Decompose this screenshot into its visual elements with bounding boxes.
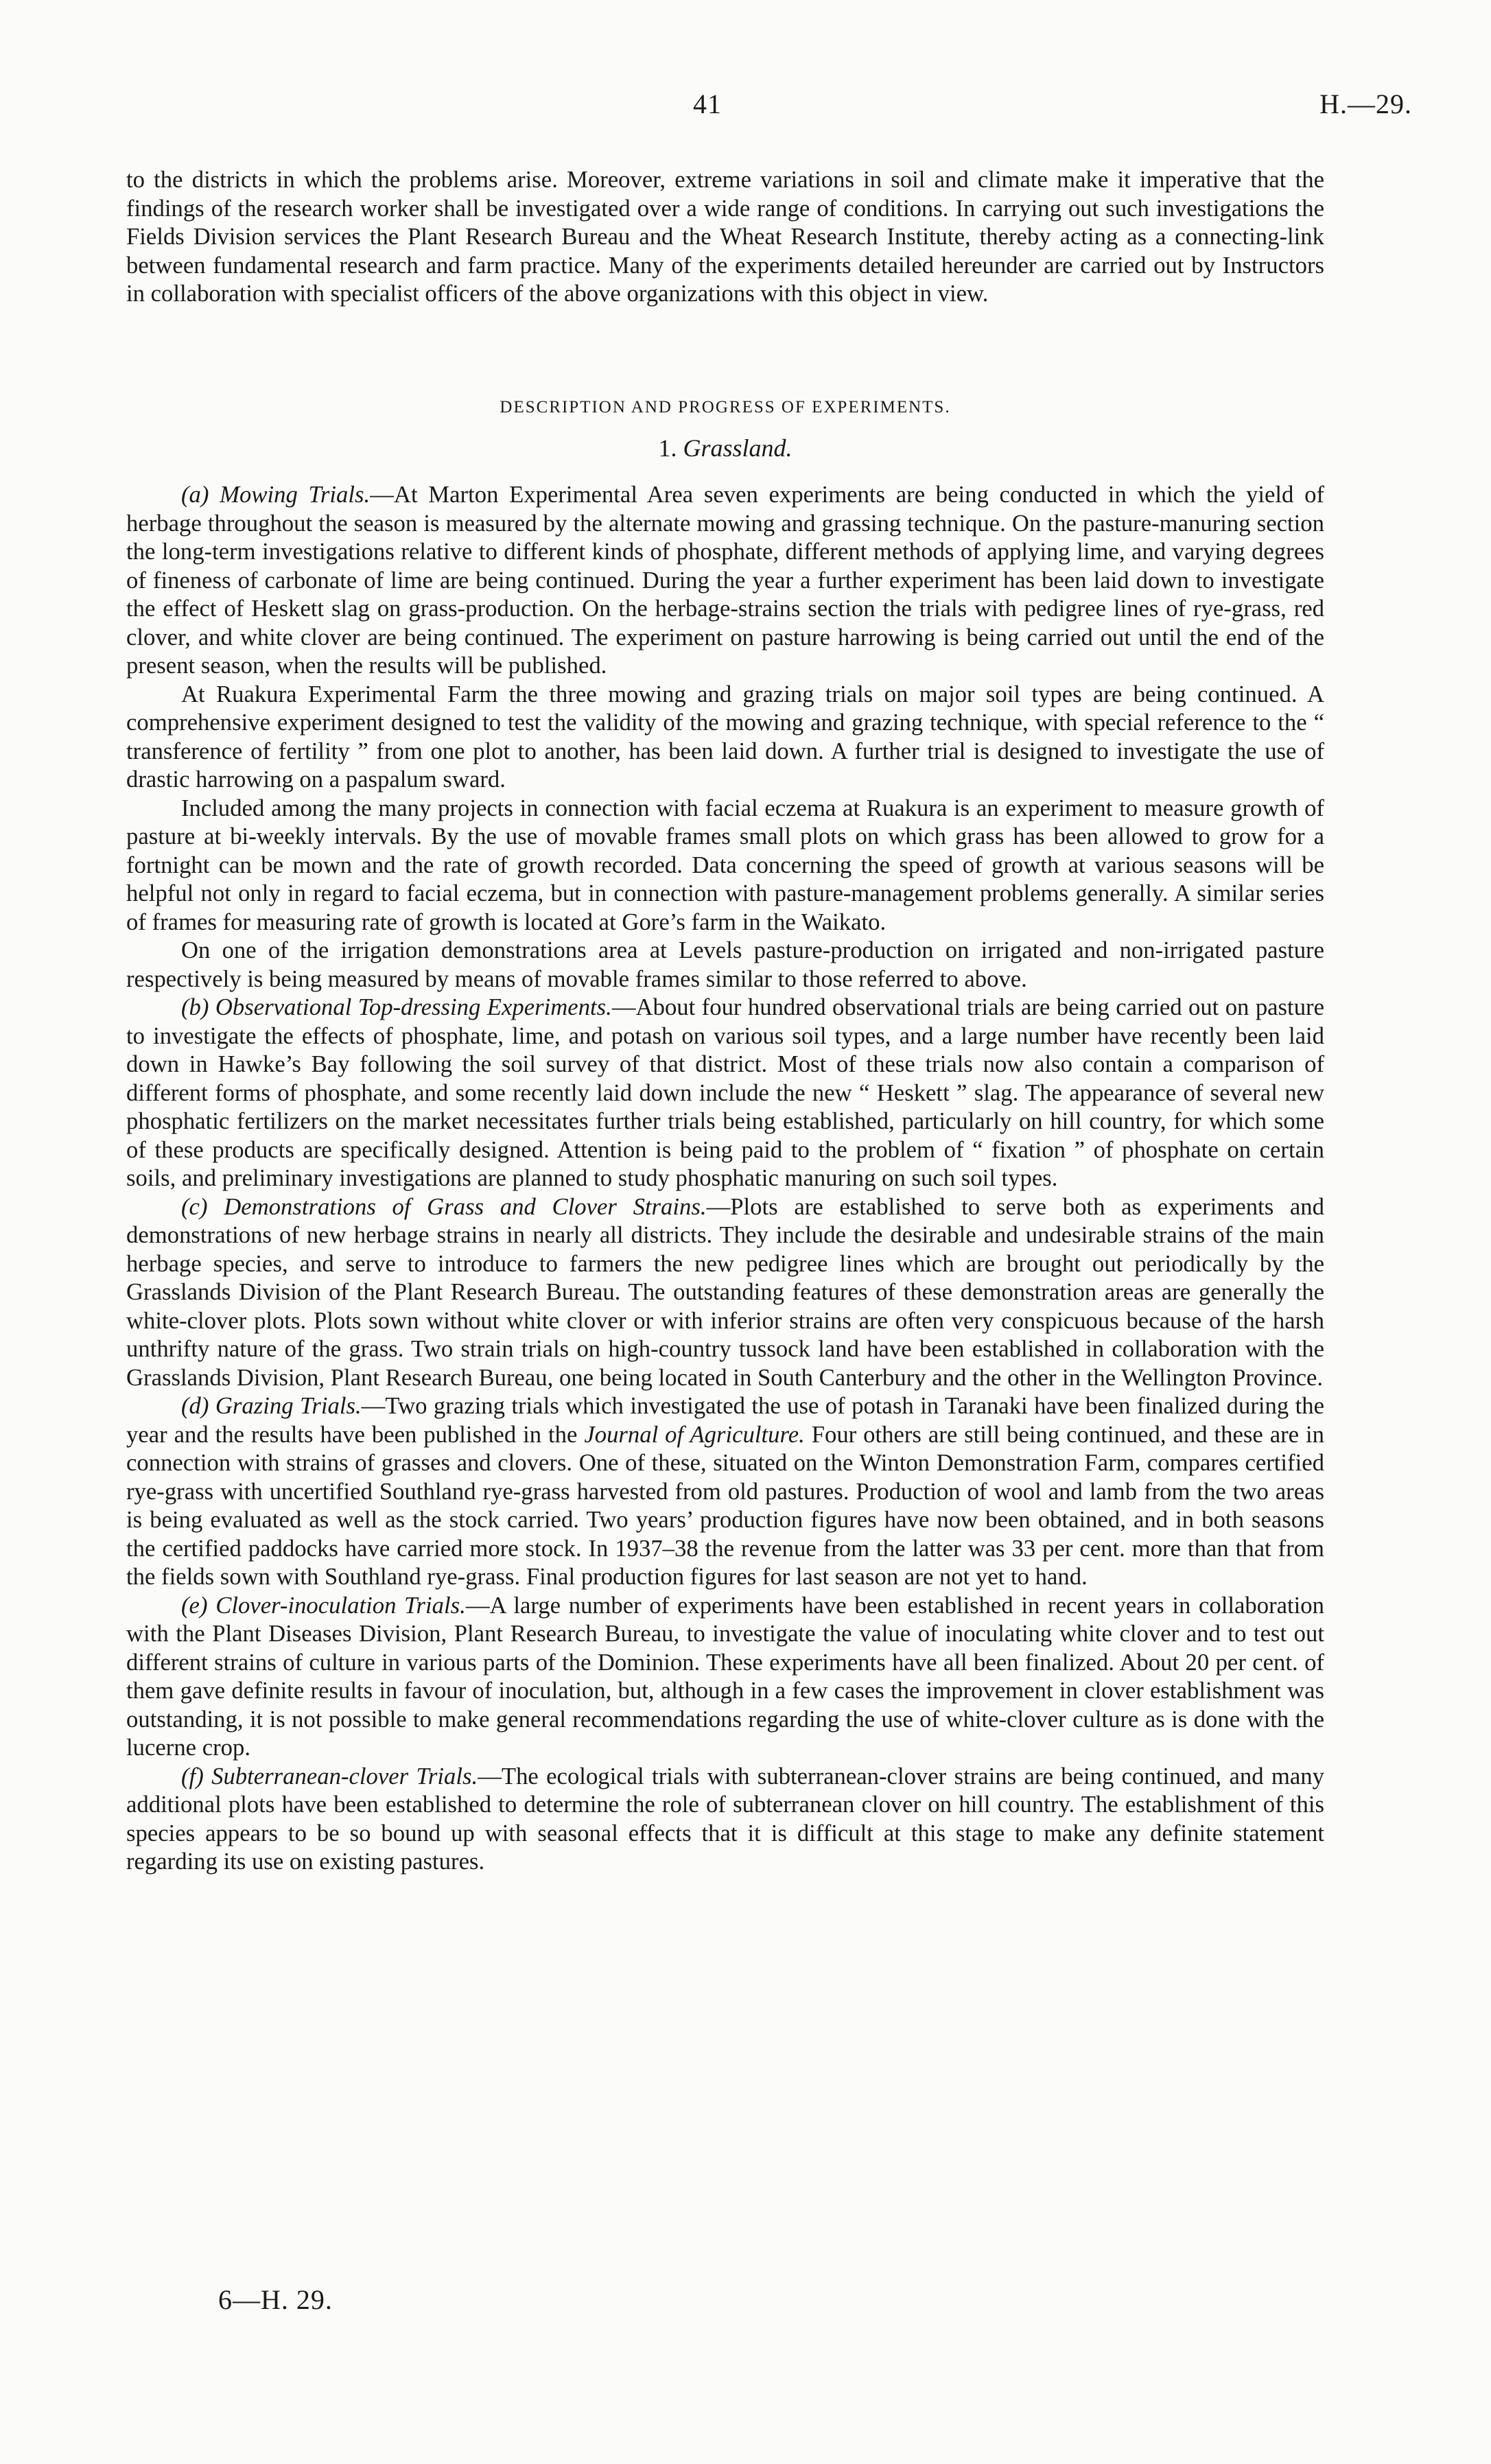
paragraph-d-text-2: Four others are still being continued, and these are in connection with strains of grasses and clovers. One of these, situated on the Winton Demonstration Farm, compares certified rye-grass with uncertified Southland rye-grass harvested from old pastures. Production of wool and lamb from the two areas is being evaluated as well as the stock carried. Two years’ production figures have now been obtained, and in both seasons the certified paddocks have carried more stock. In 1937–38 the revenue from the latter was 33 per cent. more than that from the fields sown with Southland rye-grass. Final production figures for last season are not yet to hand. [126,1420,1324,1590]
paragraph-d-lead: (d) Grazing Trials. [181,1392,362,1419]
paragraph-c-text: —Plots are established to serve both as experiments and demonstrations of new herbage strains in nearly all districts. They include the desirable and undesirable strains of the main herbage species, and serve to introduce to farmers the new pedigree lines which are brought out periodically by the Grasslands Division of the Plant Research Bureau. The outstanding features of these demonstration areas are generally the white-clover plots. Plots sown without white clover or with inferior strains are often very conspicuous because of the harsh unthrifty nature of the grass. Two strain trials on high-country tussock land have been established in collaboration with the Grasslands Division, Plant Research Bureau, one being located in South Canterbury and the other in the Wellington Province. [126,1193,1324,1391]
paragraph-e-clover-inoculation [126,1591,1324,1762]
paragraph-b-top-dressing [126,993,1324,1193]
section-heading: DESCRIPTION AND PROGRESS OF EXPERIMENTS. [500,398,951,416]
document-reference: H.—29. [1319,89,1412,119]
paragraph-levels-irrigation: On one of the irrigation demonstrations area at Levels pasture-production on irrigated and non-irrigated pasture respectively is being measured by means of movable frames similar to those referred to above. [126,937,1324,992]
paragraph-c-lead: (c) Demonstrations of Grass and Clover Strains. [181,1193,707,1220]
paragraph-b-text: —About four hundred observational trials are being carried out on pasture to investigate the effects of phosphate, lime, and potash on various soil types, and a large number have recently been laid down in Hawke’s Bay following the soil survey of that district. Most of these trials now also contain a comparison of different forms of phosphate, and some recently laid down include the new “ Heskett ” slag. The appearance of several new phosphatic fertilizers on the market necessitates further trials being established, particularly on hill country, for which some of these products are specifically designed. Attention is being paid to the problem of “ fixation ” of phosphate on certain soils, and preliminary investigations are planned to study phosphatic manuring on such soil types. [126,994,1324,1191]
paragraph-b-lead: (b) Observational Top-dressing Experiments. [181,994,612,1020]
paragraph-a-mowing-trials [126,480,1324,680]
paragraph-f-text: —The ecological trials with subterranean-clover strains are being continued, and many additional plots have been established to determine the role of subterranean clover on hill country. The establishment of this species appears to be so bound up with seasonal effects that it is difficult at this stage to make any definite statement regarding its use on existing pastures. [126,1762,1324,1875]
printer-signature-mark: 6—H. 29. [218,2284,333,2315]
paragraph-e-text: —A large number of experiments have been established in recent years in collaboration with the Plant Diseases Division, Plant Research Bureau, to investigate the value of inoculating white clover and to test out different strains of culture in various parts of the Dominion. These experiments have all been finalized. About 20 per cent. of them gave definite results in favour of inoculation, but, although in a few cases the improvement in clover establishment was outstanding, it is not possible to make general recommendations regarding the use of white-clover culture as is done with the lucerne crop. [126,1591,1324,1761]
journal-title: Journal of Agriculture. [584,1420,805,1448]
main-body [126,480,1324,1876]
paragraph-a-lead: (a) Mowing Trials. [181,481,371,508]
paragraph-e-lead: (e) Clover-inoculation Trials. [181,1591,466,1619]
subsection-title: Grassland. [683,434,793,462]
paragraph-f-lead: (f) Subterranean-clover Trials. [181,1762,478,1790]
subsection-heading [126,434,1324,462]
paragraph-ruakura: At Ruakura Experimental Farm the three mowing and grazing trials on major soil types are being continued. A comprehensive experiment designed to test the validity of the mowing and grazing technique, with special reference to the “ transference of fertility ” from one plot to another, has been laid down. A further trial is designed to investigate the use of drastic harrowing on a paspalum sward. [126,680,1324,793]
intro-paragraph [126,165,1324,308]
intro-text: to the districts in which the problems arise. Moreover, extreme variations in soil and climate make it imperative that the findings of the research worker shall be investigated over a wide range of conditions. In carrying out such investigations the Fields Division services the Plant Research Bureau and the Wheat Research Institute, thereby acting as a connecting-link between fundamental research and farm practice. Many of the experiments detailed hereunder are carried out by Instructors in collaboration with specialist officers of the above organizations with this object in view. [126,166,1324,307]
page-number: 41 [693,89,722,119]
paragraph-d-grazing-trials [126,1392,1324,1591]
paragraph-c-strain-demonstrations [126,1193,1324,1392]
paragraph-d-text-1: —Two grazing trials which investigated the use of potash in Taranaki have been finalized during the year and the results have been published in the [126,1392,1324,1448]
paragraph-facial-eczema: Included among the many projects in connection with facial eczema at Ruakura is an experiment to measure growth of pasture at bi-weekly intervals. By the use of movable frames small plots on which grass has been allowed to grow for a fortnight can be mown and the rate of growth recorded. Data concerning the speed of growth at various seasons will be helpful not only in regard to facial eczema, but in connection with pasture-management problems generally. A similar series of frames for measuring rate of growth is located at Gore’s farm in the Waikato. [126,794,1324,935]
paragraph-f-subterranean-clover [126,1762,1324,1876]
subsection-number: 1. [658,434,683,462]
paragraph-a-text: —At Marton Experimental Area seven experiments are being conducted in which the yield of herbage throughout the season is measured by the alternate mowing and grassing technique. On the pasture-manuring section the long-term investigations relative to different kinds of phosphate, different methods of applying lime, and varying degrees of fineness of carbonate of lime are being continued. During the year a further experiment has been laid down to investigate the effect of Heskett slag on grass-production. On the herbage-strains section the trials with pedigree lines of rye-grass, red clover, and white clover are being continued. The experiment on pasture harrowing is being carried out until the end of the present season, when the results will be published. [126,481,1324,679]
